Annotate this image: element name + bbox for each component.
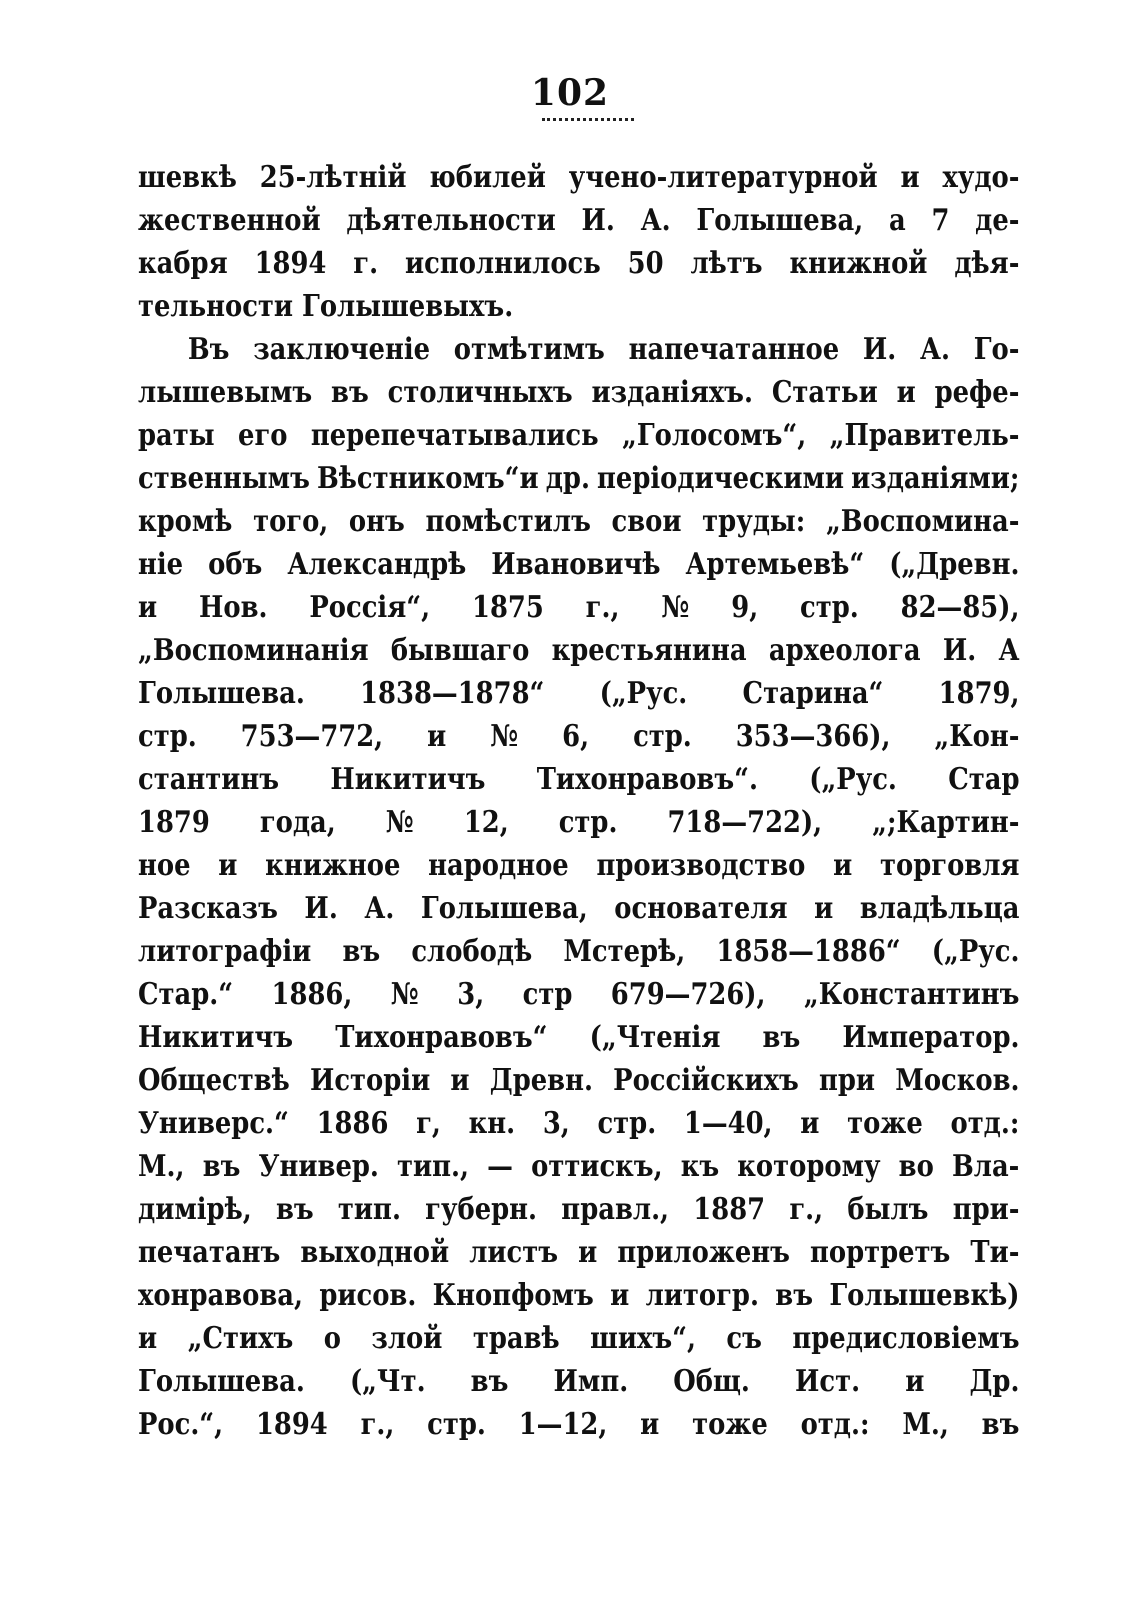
word: Старина“ (742, 676, 884, 711)
word: Ист. (795, 1364, 861, 1399)
word: года, (259, 805, 336, 840)
word: 1894 (254, 246, 327, 281)
word: и (900, 160, 920, 195)
text-line (138, 242, 1020, 285)
word: въ (275, 1192, 314, 1227)
word: „Константинъ (803, 977, 1020, 1012)
word: Тихонравовъ“. (536, 762, 758, 797)
word: 6, (562, 719, 590, 754)
word: о (323, 1321, 341, 1356)
word: былъ (847, 1192, 929, 1227)
word: ніе (138, 547, 184, 582)
text-line (138, 543, 1020, 586)
text-line (138, 1231, 1020, 1274)
word: М., (138, 1149, 185, 1184)
text-line (138, 758, 1020, 801)
word: литографіи (138, 934, 312, 969)
word: Россійскихъ (613, 1063, 799, 1098)
word: „Стихъ (187, 1321, 294, 1356)
word: въ (342, 934, 381, 969)
word: „Воспомина- (825, 504, 1020, 539)
word: выходной (300, 1235, 450, 1270)
word: тип. (337, 1192, 401, 1227)
word: Голышева. (138, 676, 305, 711)
word: въ (470, 1364, 509, 1399)
word: которому (737, 1149, 881, 1184)
word: того, (253, 504, 329, 539)
word: Голышева. (138, 1364, 305, 1399)
word: Общ. (673, 1364, 750, 1399)
text-line (138, 457, 1020, 500)
word: Император. (842, 1020, 1020, 1055)
word: Александрѣ (287, 547, 467, 582)
word: исполнилось (404, 246, 601, 281)
word: шихъ“, (590, 1321, 696, 1356)
word: Нов. (199, 590, 268, 625)
word: („Древн. (889, 547, 1020, 582)
word: изданіями; (851, 461, 1020, 496)
word: и (640, 1407, 660, 1442)
word: свои (611, 504, 682, 539)
text-line (138, 586, 1020, 629)
word: стантинъ (138, 762, 280, 797)
page-number: 102 (530, 72, 610, 114)
text-line (138, 887, 1020, 930)
word: др. (545, 461, 590, 496)
text-line (138, 844, 1020, 887)
word: дѣя- (954, 246, 1020, 281)
word: Разсказъ (138, 891, 278, 926)
text-line (138, 1360, 1020, 1403)
word: и (218, 848, 238, 883)
text-line (138, 1403, 1020, 1446)
word: объ (208, 547, 263, 582)
word: и (896, 375, 916, 410)
word: а (888, 203, 906, 238)
text-line: тельности Голышевыхъ. (138, 289, 514, 324)
word: 1886 (316, 1106, 389, 1141)
word: онъ (348, 504, 405, 539)
word: Ивановичѣ (491, 547, 661, 582)
word: № (390, 977, 419, 1012)
word: Въ (187, 332, 230, 367)
word: Обществѣ (138, 1063, 290, 1098)
word: № (661, 590, 690, 625)
word: 1894 (255, 1407, 328, 1442)
word: Москов. (895, 1063, 1020, 1098)
word: правл., (561, 1192, 670, 1227)
word: 1858—1886“ (716, 934, 901, 969)
word: Статьи (771, 375, 878, 410)
word: Голышевкѣ) (829, 1278, 1020, 1313)
word: № (385, 805, 414, 840)
word: владѣльца (859, 891, 1020, 926)
word: изданіяхъ. (591, 375, 753, 410)
word: „Голосомъ“, (622, 418, 807, 453)
word: съ (726, 1321, 762, 1356)
word: травѣ (472, 1321, 560, 1356)
word: портретъ (809, 1235, 951, 1270)
text-line (138, 715, 1020, 758)
word: предисловіемъ (792, 1321, 1020, 1356)
word: де- (975, 203, 1020, 238)
word: („Чтенія (589, 1020, 721, 1055)
word: бывшаго (390, 633, 530, 668)
text-line (138, 930, 1020, 973)
word: стр. (800, 590, 859, 625)
word: Исторіи (309, 1063, 431, 1098)
word: въ (762, 1020, 801, 1055)
word: 3, (457, 977, 485, 1012)
word: тип., (397, 1149, 470, 1184)
word: Мстерѣ, (563, 934, 686, 969)
word: губерн. (425, 1192, 538, 1227)
word: 25-лѣтній (259, 160, 407, 195)
word: г, (416, 1106, 441, 1141)
word: А (998, 633, 1020, 668)
text-line (138, 1102, 1020, 1145)
word: при (818, 1063, 876, 1098)
word: оттискъ, (531, 1149, 663, 1184)
word: И. (942, 633, 977, 668)
word: ное (138, 848, 191, 883)
word: А. (919, 332, 950, 367)
word: Голышева, (420, 891, 588, 926)
word: 3, (542, 1106, 570, 1141)
word: труды: (702, 504, 806, 539)
word: тоже (847, 1106, 923, 1141)
word: г. (353, 246, 379, 281)
word: его (238, 418, 288, 453)
word: и (450, 1063, 470, 1098)
word: 82—85), (900, 590, 1020, 625)
text-line (138, 1016, 1020, 1059)
word: во (898, 1149, 934, 1184)
word: „Кон- (934, 719, 1020, 754)
word: 1879 (138, 805, 210, 840)
word: приложенъ (617, 1235, 790, 1270)
word: лѣтъ (690, 246, 763, 281)
word: Никитичъ (138, 1020, 294, 1055)
word: дѣятельности (346, 203, 556, 238)
word: торговля (880, 848, 1020, 883)
word: столичныхъ (387, 375, 573, 410)
word: 1886, (271, 977, 353, 1012)
word: крестьянина (551, 633, 747, 668)
word: 50 (627, 246, 664, 281)
word: книжное (265, 848, 401, 883)
word: 353—366), (735, 719, 891, 754)
text-line (138, 371, 1020, 414)
word: къ (680, 1149, 720, 1184)
word: отд.: (800, 1407, 870, 1442)
word: г., (360, 1407, 395, 1442)
word: 9, (731, 590, 759, 625)
text-line (138, 1145, 1020, 1188)
word: 1—40, (683, 1106, 773, 1141)
word: перепечатывались (310, 418, 599, 453)
word: Универ. (258, 1149, 379, 1184)
word: литогр. (645, 1278, 759, 1313)
word: напечатанное (628, 332, 840, 367)
word: книжной (789, 246, 928, 281)
word: Универс.“ (138, 1106, 289, 1141)
word: производство (596, 848, 806, 883)
word: рисов. (319, 1278, 417, 1313)
word: — (487, 1149, 513, 1184)
word: („Рус. (931, 934, 1020, 969)
word: Др. (969, 1364, 1020, 1399)
word: въ (331, 375, 369, 410)
word: раты (138, 418, 215, 453)
body-text (138, 156, 1020, 1446)
word: кабря (138, 246, 228, 281)
word: („Чт. (349, 1364, 426, 1399)
word: 1879, (938, 676, 1020, 711)
word: археолога (768, 633, 921, 668)
word: кромѣ (138, 504, 233, 539)
word: стр. (138, 719, 197, 754)
text-line (138, 1317, 1020, 1360)
word: въ (981, 1407, 1020, 1442)
word: 1—12, (518, 1407, 608, 1442)
word: худо- (942, 160, 1020, 195)
word: періодическими (597, 461, 845, 496)
word: И. (862, 332, 897, 367)
word: Стар (948, 762, 1020, 797)
word: и (833, 848, 853, 883)
text-line (138, 500, 1020, 543)
word: № (490, 719, 519, 754)
word: печатанъ (138, 1235, 281, 1270)
word: Никитичъ (330, 762, 486, 797)
word: въ (202, 1149, 241, 1184)
word: стр. (558, 805, 618, 840)
text-line (138, 672, 1020, 715)
word: основателя (614, 891, 788, 926)
word: стр. (597, 1106, 657, 1141)
word: шевкѣ (138, 160, 237, 195)
text-line (138, 414, 1020, 457)
word: стр. (633, 719, 692, 754)
page-number-rule (542, 118, 634, 121)
word: отд.: (950, 1106, 1020, 1141)
word: 718—722), (667, 805, 823, 840)
text-line (138, 1059, 1020, 1102)
word: „Воспоминанія (138, 633, 369, 668)
word: 1838—1878“ (360, 676, 545, 711)
word: г., (585, 590, 620, 625)
word: 753—772, (240, 719, 384, 754)
word: Имп. (553, 1364, 629, 1399)
word: слободѣ (411, 934, 533, 969)
word: стр. (427, 1407, 486, 1442)
word: 1875 (471, 590, 544, 625)
word: „;Картин- (872, 805, 1020, 840)
word: И. (581, 203, 615, 238)
word: Тихонравовъ“ (335, 1020, 548, 1055)
word: („Рус. (599, 676, 688, 711)
word: отмѣтимъ (453, 332, 605, 367)
word: заключеніе (253, 332, 431, 367)
word: Го- (973, 332, 1020, 367)
word: и (138, 1321, 158, 1356)
word: 1887 (693, 1192, 766, 1227)
word: стр (522, 977, 573, 1012)
word: Артемьевѣ“ (685, 547, 865, 582)
word: И. (304, 891, 338, 926)
word: при- (952, 1192, 1020, 1227)
word: Вѣстникомъ“и (316, 461, 539, 496)
word: М., (902, 1407, 949, 1442)
word: лышевымъ (138, 375, 313, 410)
word: тоже (692, 1407, 768, 1442)
word: Россія“, (309, 590, 431, 625)
word: юбилей (429, 160, 546, 195)
word: жественной (138, 203, 321, 238)
word: листъ (469, 1235, 559, 1270)
word: и (138, 590, 158, 625)
word: помѣстилъ (425, 504, 591, 539)
text-line (138, 328, 1020, 371)
text-line (138, 1188, 1020, 1231)
text-line (138, 1274, 1020, 1317)
word: 679—726), (610, 977, 766, 1012)
word: Стар.“ (138, 977, 234, 1012)
word: А. (640, 203, 671, 238)
word: Вла- (951, 1149, 1020, 1184)
word: рефе- (934, 375, 1020, 410)
word: („Рус. (809, 762, 897, 797)
word: Ти- (970, 1235, 1020, 1270)
word: г., (789, 1192, 824, 1227)
word: кн. (468, 1106, 516, 1141)
text-line (138, 629, 1020, 672)
word: и (905, 1364, 925, 1399)
text-line (138, 156, 1020, 199)
word: Кнопфомъ (432, 1278, 594, 1313)
word: въ (775, 1278, 813, 1313)
word: и (814, 891, 834, 926)
word: Голышева, (696, 203, 864, 238)
word: злой (371, 1321, 443, 1356)
word: народное (428, 848, 569, 883)
word: Древн. (489, 1063, 593, 1098)
word: и (427, 719, 447, 754)
text-line (138, 199, 1020, 242)
text-line (138, 973, 1020, 1016)
word: 7 (931, 203, 950, 238)
word: Рос.“, (138, 1407, 224, 1442)
word: А. (364, 891, 395, 926)
text-line (138, 801, 1020, 844)
word: учено-литературной (568, 160, 878, 195)
word: хонравова, (138, 1278, 303, 1313)
word: димірѣ, (138, 1192, 252, 1227)
word: и (800, 1106, 820, 1141)
word: и (578, 1235, 598, 1270)
word: и (610, 1278, 630, 1313)
word: „Правитель- (829, 418, 1020, 453)
word: 12, (463, 805, 509, 840)
word: ственнымъ (138, 461, 310, 496)
